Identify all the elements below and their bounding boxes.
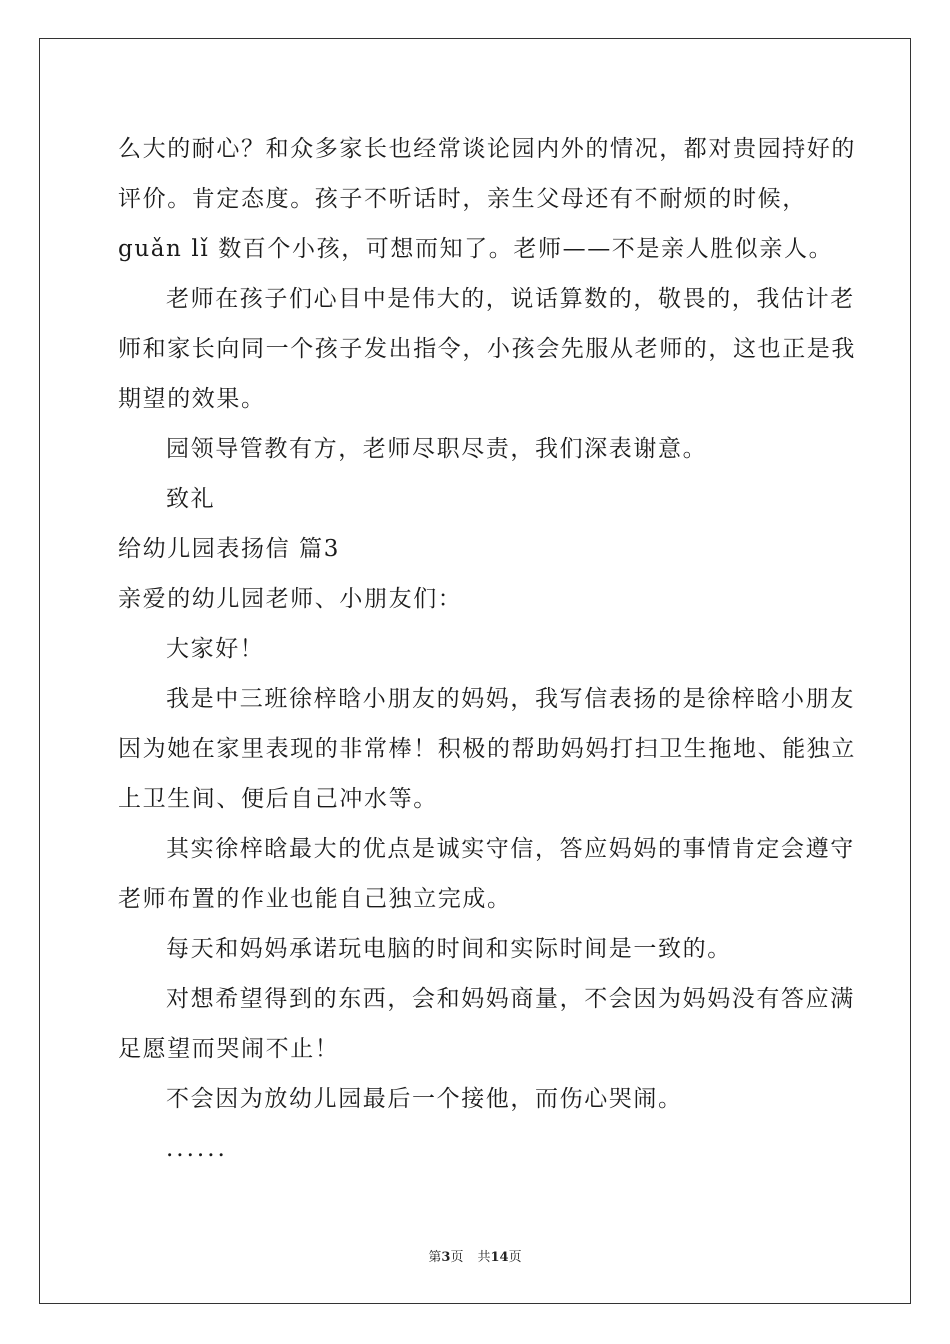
section-heading: 给幼儿园表扬信 篇3 <box>118 536 340 562</box>
paragraph-line: 不会因为放幼儿园最后一个接他，而伤心哭闹。 <box>166 1086 683 1112</box>
ellipsis-line: ...... <box>166 1136 228 1162</box>
total-prefix: 共 <box>477 1250 491 1265</box>
paragraph-line: 师和家长向同一个孩子发出指令，小孩会先服从老师的，这也正是我 <box>118 336 856 362</box>
paragraph-line: 上卫生间、便后自己冲水等。 <box>118 786 438 812</box>
paragraph-line: 园领导管教有方，老师尽职尽责，我们深表谢意。 <box>166 436 708 462</box>
paragraph-line: 老师布置的作业也能自己独立完成。 <box>118 886 512 912</box>
total-page-count: 14 <box>490 1250 509 1265</box>
paragraph-line: 每天和妈妈承诺玩电脑的时间和实际时间是一致的。 <box>166 936 732 962</box>
current-page-number: 3 <box>441 1250 451 1265</box>
paragraph-line: 评价。肯定态度。孩子不听话时，亲生父母还有不耐烦的时候， <box>118 186 807 212</box>
letter-greeting: 亲爱的幼儿园老师、小朋友们： <box>118 586 463 612</box>
total-suffix: 页 <box>508 1250 522 1265</box>
page-prefix: 第 <box>428 1250 442 1265</box>
paragraph-line: 因为她在家里表现的非常棒！积极的帮助妈妈打扫卫生拖地、能独立 <box>118 736 856 762</box>
paragraph-line: 老师在孩子们心目中是伟大的，说话算数的，敬畏的，我估计老 <box>166 286 855 312</box>
page-suffix: 页 <box>450 1250 464 1265</box>
paragraph-line: guǎn lǐ 数百个小孩，可想而知了。老师——不是亲人胜似亲人。 <box>118 236 834 262</box>
page-footer <box>0 1246 950 1265</box>
paragraph-line: 大家好！ <box>166 636 265 662</box>
paragraph-line: 足愿望而哭闹不止！ <box>118 1036 340 1062</box>
paragraph-line: 期望的效果。 <box>118 386 266 412</box>
paragraph-line: 其实徐梓晗最大的优点是诚实守信，答应妈妈的事情肯定会遵守 <box>166 836 855 862</box>
document-body <box>118 124 856 1174</box>
closing-salutation: 致礼 <box>166 486 216 512</box>
paragraph-line: 么大的耐心？和众多家长也经常谈论园内外的情况，都对贵园持好的 <box>118 136 856 162</box>
paragraph-line: 我是中三班徐梓晗小朋友的妈妈，我写信表扬的是徐梓晗小朋友 <box>166 686 855 712</box>
paragraph-line: 对想希望得到的东西，会和妈妈商量，不会因为妈妈没有答应满 <box>166 986 855 1012</box>
